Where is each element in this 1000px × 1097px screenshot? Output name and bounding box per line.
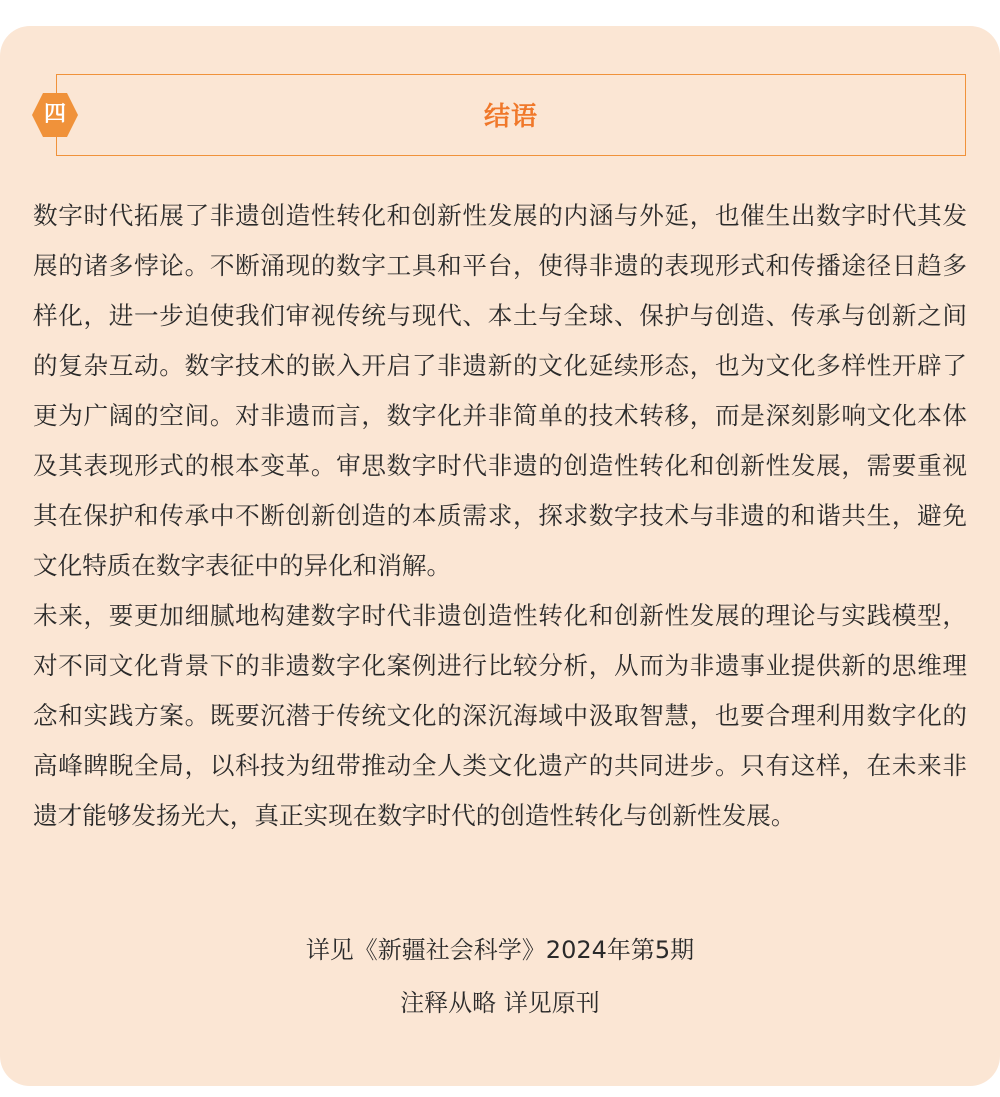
section-number: 四 <box>43 102 66 127</box>
article-body <box>33 191 967 841</box>
section-header <box>43 74 966 156</box>
source-citation: 详见《新疆社会科学》2024年第5期 <box>305 936 695 964</box>
section-title: 结语 <box>483 102 538 132</box>
paragraph: 未来，要更加细腻地构建数字时代非遗创造性转化和创新性发展的理论与实践模型，对不同文化背景下的非遗数字化案例进行比较分析，从而为非遗事业提供新的思维理念和实践方案。既要沉潜于传统文化的深沉海域中汲取智慧，也要合理利用数字化的高峰睥睨全局，以科技为纽带推动全人类文化遗产的共同进步。只有这样，在未来非遗才能够发扬光大，真正实现在数字时代的创造性转化与创新性发展。 <box>33 601 967 830</box>
notes-omitted: 注释从略 详见原刊 <box>400 989 600 1017</box>
paragraph: 数字时代拓展了非遗创造性转化和创新性发展的内涵与外延，也催生出数字时代其发展的诸多悖论。不断涌现的数字工具和平台，使得非遗的表现形式和传播途径日趋多样化，进一步迫使我们审视传统与现代、本土与全球、保护与创造、传承与创新之间的复杂互动。数字技术的嵌入开启了非遗新的文化延续形态，也为文化多样性开辟了更为广阔的空间。对非遗而言，数字化并非简单的技术转移，而是深刻影响文化本体及其表现形式的根本变革。审思数字时代非遗的创造性转化和创新性发展，需要重视其在保护和传承中不断创新创造的本质需求，探求数字技术与非遗的和谐共生，避免文化特质在数字表征中的异化和消解。 <box>33 201 967 580</box>
